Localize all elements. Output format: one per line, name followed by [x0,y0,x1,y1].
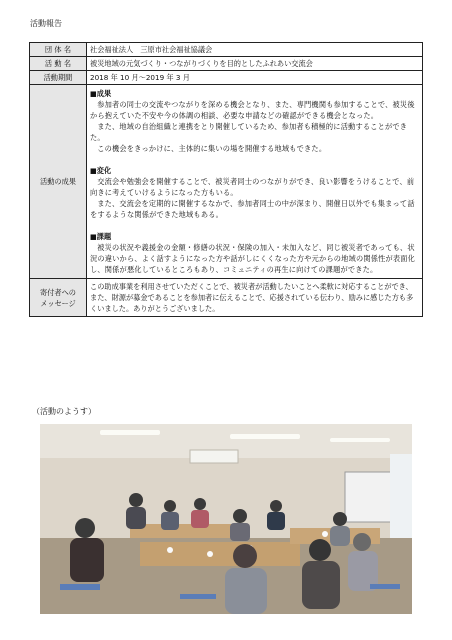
results-paragraph: また、地域の自治組織と連携をとり開催しているため、参加者も積極的に活動することができた。 [90,122,408,142]
change-paragraph: また、交流会を定期的に開催するなかで、参加者同士の中が深まり、開催日以外でも集まって話をするような関係ができた地域もある。 [90,199,415,219]
row-results [30,85,423,279]
activity-value: 被災地域の元気づくり・つながりづくりを目的としたふれあい交流会 [87,57,423,71]
activity-label: 活 動 名 [30,57,87,71]
group-meeting-photo [40,424,412,614]
message-label [30,279,87,317]
row-activity [30,57,423,71]
row-message [30,279,423,317]
section-heading-results: ■成果 [90,89,112,98]
issues-paragraph: 被災の状況や義援金の金額・修繕の状況・保険の加入・未加入など、同じ被災者であっても、状況の違いから、よく話すようになった方や話がしにくくなった方や元からの地域の関係性が表面化し、関係が悪化しているところもあり、コミュニティの再生に向けての課題ができた。 [90,243,416,274]
message-label-line1: 寄付者への [40,287,76,297]
change-paragraph: 交流会や勉強会を開催することで、被災者同士のつながりができ、良い影響をうけることで、前向きに考えていけるようになった方もいる。 [90,177,415,197]
org-label: 団 体 名 [30,43,87,57]
activity-report-table [29,42,423,317]
section-heading-issues: ■課題 [90,232,112,241]
results-paragraph: この機会をきっかけに、主体的に集いの場を開催する地域もできた。 [97,144,327,153]
page-title: 活動報告 [30,19,62,28]
section-heading-change: ■変化 [90,166,112,175]
results-value [87,85,423,279]
org-value: 社会福祉法人 三原市社会福祉協議会 [87,43,423,57]
period-value: 2018 年 10 月～2019 年 3 月 [87,71,423,85]
row-period [30,71,423,85]
results-paragraph: 参加者の同士の交流やつながりを深める機会となり、また、専門機関も参加することで、被災後から抱えていた不安や今の体調の相談、必要な申請などの確認ができる機会となった。 [90,100,415,120]
period-label: 活動期間 [30,71,87,85]
message-label-line2: メッセージ [40,298,76,308]
row-org [30,43,423,57]
photo-caption: （活動のようす） [32,407,96,416]
message-value: この助成事業を利用させていただくことで、被災者が活動したいことへ柔軟に対応することができ、また、財源が募金であることを参加者に伝えることで、応援されている伝わり、励みに感じた方も多くいました。ありがとうございました。 [87,279,423,317]
results-label: 活動の成果 [30,85,87,279]
